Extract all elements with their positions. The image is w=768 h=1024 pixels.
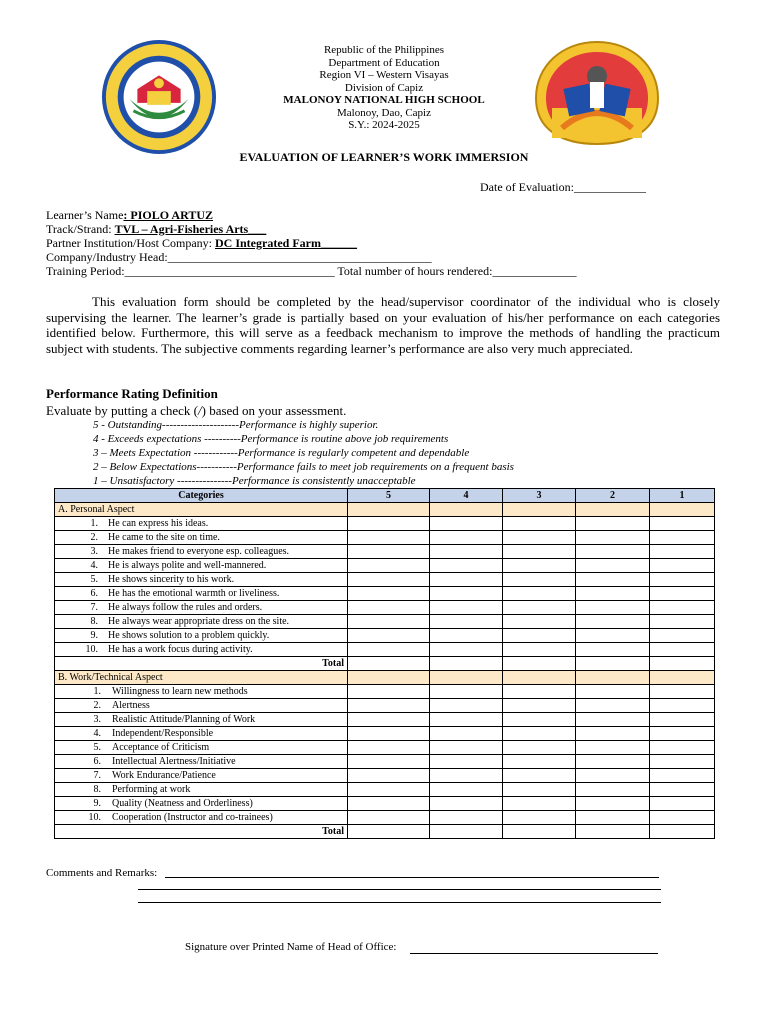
rating-checkbox-cell[interactable] xyxy=(576,559,650,573)
training-period-field[interactable]: Training Period:___________________________________ Total number of hours rendered:______________ xyxy=(46,264,577,278)
document-header xyxy=(234,44,534,132)
criterion-number: 10. xyxy=(85,644,98,655)
criterion-text: He came to the site on time. xyxy=(108,532,220,543)
partner-row: Partner Institution/Host Company: DC Integrated Farm______ xyxy=(46,236,357,250)
criterion-number: 9. xyxy=(93,798,101,809)
criterion-number: 2. xyxy=(90,532,98,543)
rating-checkbox-cell[interactable] xyxy=(576,545,650,559)
rating-checkbox-cell[interactable] xyxy=(348,517,430,531)
table-row xyxy=(55,797,715,811)
learner-name-row: Learner’s Name: PIOLO ARTUZ xyxy=(46,208,213,222)
section-rating-cell xyxy=(503,671,576,685)
rating-checkbox-cell[interactable] xyxy=(650,545,715,559)
criterion-number: 3. xyxy=(90,546,98,557)
section-rating-cell xyxy=(650,503,715,517)
rating-checkbox-cell[interactable] xyxy=(348,531,430,545)
rating-checkbox-cell[interactable] xyxy=(430,559,503,573)
criterion-number: 5. xyxy=(90,574,98,585)
school-name: MALONOY NATIONAL HIGH SCHOOL xyxy=(283,94,485,106)
rating-checkbox-cell[interactable] xyxy=(576,769,650,783)
rating-checkbox-cell[interactable] xyxy=(430,573,503,587)
criterion-text: Performing at work xyxy=(112,784,191,795)
header-5: 5 xyxy=(348,489,430,503)
section-title: B. Work/Technical Aspect xyxy=(55,671,348,685)
rating-checkbox-cell[interactable] xyxy=(576,713,650,727)
table-row xyxy=(55,615,715,629)
criterion-cell xyxy=(55,517,348,531)
rating-checkbox-cell[interactable] xyxy=(576,643,650,657)
comments-line-2[interactable] xyxy=(138,889,661,890)
signature-line[interactable] xyxy=(410,953,658,954)
rating-checkbox-cell[interactable] xyxy=(348,727,430,741)
header-line-division: Division of Capiz xyxy=(344,81,424,94)
rating-checkbox-cell[interactable] xyxy=(503,755,576,769)
rating-5: 5 - Outstanding---------------------Performance is highly superior. xyxy=(93,419,379,431)
track-strand-row: Track/Strand: TVL – Agri-Fisheries Arts___ xyxy=(46,222,267,236)
total-cell[interactable] xyxy=(430,657,503,671)
criterion-cell xyxy=(55,769,348,783)
criterion-number: 2. xyxy=(93,700,101,711)
criterion-cell xyxy=(55,629,348,643)
rating-checkbox-cell[interactable] xyxy=(348,769,430,783)
rating-checkbox-cell[interactable] xyxy=(576,783,650,797)
section-row xyxy=(55,671,715,685)
rating-1: 1 – Unsatisfactory ---------------Performance is consistently unacceptable xyxy=(93,475,416,487)
criterion-text: Acceptance of Criticism xyxy=(112,742,210,753)
rating-checkbox-cell[interactable] xyxy=(430,727,503,741)
track-strand-value[interactable]: TVL – Agri-Fisheries Arts___ xyxy=(114,222,267,236)
total-label: Total xyxy=(55,657,348,671)
rating-checkbox-cell[interactable] xyxy=(348,755,430,769)
rating-checkbox-cell[interactable] xyxy=(430,685,503,699)
rating-checkbox-cell[interactable] xyxy=(430,713,503,727)
rating-checkbox-cell[interactable] xyxy=(430,615,503,629)
criterion-cell xyxy=(55,573,348,587)
table-row xyxy=(55,741,715,755)
rating-checkbox-cell[interactable] xyxy=(348,615,430,629)
total-cell[interactable] xyxy=(348,657,430,671)
rating-checkbox-cell[interactable] xyxy=(430,741,503,755)
performance-instruction: Evaluate by putting a check (/) based on your assessment. xyxy=(46,403,347,418)
total-cell[interactable] xyxy=(576,825,650,839)
criterion-text: He has a work focus during activity. xyxy=(108,644,253,655)
rating-checkbox-cell[interactable] xyxy=(576,755,650,769)
criterion-cell xyxy=(55,531,348,545)
rating-checkbox-cell[interactable] xyxy=(430,783,503,797)
criterion-text: He always wear appropriate dress on the site. xyxy=(108,616,290,627)
total-row xyxy=(55,825,715,839)
school-year: S.Y.: 2024-2025 xyxy=(348,119,420,131)
criterion-text: He shows solution to a problem quickly. xyxy=(108,630,270,641)
rating-checkbox-cell[interactable] xyxy=(576,615,650,629)
rating-checkbox-cell[interactable] xyxy=(503,531,576,545)
rating-checkbox-cell[interactable] xyxy=(503,545,576,559)
rating-checkbox-cell[interactable] xyxy=(650,741,715,755)
rating-checkbox-cell[interactable] xyxy=(430,601,503,615)
rating-checkbox-cell[interactable] xyxy=(576,699,650,713)
section-rating-cell xyxy=(430,503,503,517)
header-line-republic: Republic of the Philippines xyxy=(323,44,445,56)
header-line-deped: Department of Education xyxy=(328,56,440,69)
section-rating-cell xyxy=(430,671,503,685)
learner-name-value[interactable]: : PIOLO ARTUZ xyxy=(123,208,213,222)
total-row xyxy=(55,657,715,671)
rating-checkbox-cell[interactable] xyxy=(348,601,430,615)
table-row xyxy=(55,685,715,699)
rating-checkbox-cell[interactable] xyxy=(503,727,576,741)
rating-checkbox-cell[interactable] xyxy=(503,685,576,699)
signature-label: Signature over Printed Name of Head of Office: xyxy=(185,941,397,953)
rating-checkbox-cell[interactable] xyxy=(503,797,576,811)
rating-checkbox-cell[interactable] xyxy=(650,783,715,797)
rating-checkbox-cell[interactable] xyxy=(650,601,715,615)
table-row xyxy=(55,643,715,657)
criterion-text: Work Endurance/Patience xyxy=(112,770,216,781)
criterion-number: 8. xyxy=(90,616,98,627)
header-1: 1 xyxy=(650,489,715,503)
performance-rating-title: Performance Rating Definition xyxy=(46,386,218,401)
criterion-number: 4. xyxy=(93,728,101,739)
criterion-cell xyxy=(55,559,348,573)
rating-checkbox-cell[interactable] xyxy=(430,531,503,545)
criterion-text: He shows sincerity to his work. xyxy=(108,574,235,585)
division-logo xyxy=(532,38,662,148)
criterion-cell xyxy=(55,755,348,769)
rating-checkbox-cell[interactable] xyxy=(503,643,576,657)
criterion-text: Alertness xyxy=(112,700,150,711)
table-row xyxy=(55,517,715,531)
rating-checkbox-cell[interactable] xyxy=(576,587,650,601)
rating-checkbox-cell[interactable] xyxy=(503,713,576,727)
partner-value[interactable]: DC Integrated Farm______ xyxy=(215,236,357,250)
criterion-cell xyxy=(55,797,348,811)
rating-definitions xyxy=(93,418,514,488)
table-row xyxy=(55,755,715,769)
rating-checkbox-cell[interactable] xyxy=(650,559,715,573)
rating-checkbox-cell[interactable] xyxy=(430,643,503,657)
criterion-text: Cooperation (Instructor and co-trainees) xyxy=(112,812,273,823)
rating-checkbox-cell[interactable] xyxy=(430,755,503,769)
criterion-cell xyxy=(55,643,348,657)
table-row xyxy=(55,559,715,573)
criterion-cell xyxy=(55,685,348,699)
criterion-text: Quality (Neatness and Orderliness) xyxy=(112,798,253,809)
criterion-text: Independent/Responsible xyxy=(112,728,214,739)
table-header-row xyxy=(55,489,715,503)
table-row xyxy=(55,783,715,797)
criterion-cell xyxy=(55,615,348,629)
criterion-text: Willingness to learn new methods xyxy=(112,686,248,697)
rating-checkbox-cell[interactable] xyxy=(650,643,715,657)
rating-checkbox-cell[interactable] xyxy=(348,797,430,811)
section-rating-cell xyxy=(348,671,430,685)
comments-line-3[interactable] xyxy=(138,902,661,903)
table-row xyxy=(55,713,715,727)
rating-checkbox-cell[interactable] xyxy=(503,573,576,587)
rating-3: 3 – Meets Expectation ------------Performance is regularly competent and dependable xyxy=(93,447,470,459)
section-row xyxy=(55,503,715,517)
rating-checkbox-cell[interactable] xyxy=(348,629,430,643)
header-3: 3 xyxy=(503,489,576,503)
total-cell[interactable] xyxy=(503,657,576,671)
table-row xyxy=(55,587,715,601)
criterion-number: 4. xyxy=(90,560,98,571)
rating-checkbox-cell[interactable] xyxy=(503,811,576,825)
rating-checkbox-cell[interactable] xyxy=(503,601,576,615)
rating-checkbox-cell[interactable] xyxy=(650,587,715,601)
total-cell[interactable] xyxy=(430,825,503,839)
table-row xyxy=(55,727,715,741)
rating-checkbox-cell[interactable] xyxy=(650,797,715,811)
header-4: 4 xyxy=(430,489,503,503)
rating-checkbox-cell[interactable] xyxy=(576,573,650,587)
criterion-text: He makes friend to everyone esp. colleagues. xyxy=(108,546,290,557)
criterion-number: 1. xyxy=(90,518,98,529)
criterion-cell xyxy=(55,713,348,727)
rating-checkbox-cell[interactable] xyxy=(348,545,430,559)
rating-2: 2 – Below Expectations-----------Performance fails to meet job requirements on a frequent basis xyxy=(93,461,514,473)
rating-checkbox-cell[interactable] xyxy=(576,811,650,825)
table-row xyxy=(55,699,715,713)
rating-checkbox-cell[interactable] xyxy=(650,699,715,713)
rating-checkbox-cell[interactable] xyxy=(503,587,576,601)
rating-checkbox-cell[interactable] xyxy=(348,783,430,797)
rating-checkbox-cell[interactable] xyxy=(650,615,715,629)
section-rating-cell xyxy=(348,503,430,517)
rating-checkbox-cell[interactable] xyxy=(503,615,576,629)
rating-checkbox-cell[interactable] xyxy=(650,811,715,825)
criterion-text: Intellectual Alertness/Initiative xyxy=(112,756,236,767)
rating-checkbox-cell[interactable] xyxy=(576,727,650,741)
criterion-text: He always follow the rules and orders. xyxy=(108,602,263,613)
rating-checkbox-cell[interactable] xyxy=(650,769,715,783)
rating-checkbox-cell[interactable] xyxy=(576,685,650,699)
rating-checkbox-cell[interactable] xyxy=(503,517,576,531)
school-address: Malonoy, Dao, Capiz xyxy=(337,106,431,119)
criterion-number: 10. xyxy=(88,812,101,823)
section-rating-cell xyxy=(576,671,650,685)
rating-checkbox-cell[interactable] xyxy=(348,643,430,657)
table-row xyxy=(55,573,715,587)
total-cell[interactable] xyxy=(503,825,576,839)
criterion-cell xyxy=(55,699,348,713)
criterion-number: 1. xyxy=(93,686,101,697)
rating-checkbox-cell[interactable] xyxy=(348,559,430,573)
rating-checkbox-cell[interactable] xyxy=(430,587,503,601)
criterion-cell xyxy=(55,741,348,755)
rating-checkbox-cell[interactable] xyxy=(650,713,715,727)
rating-checkbox-cell[interactable] xyxy=(348,685,430,699)
instructions-paragraph: This evaluation form should be completed by the head/supervisor coordinator of the individual who is closely supervising the learner. The learner’s grade is partially based on your evaluation of his/her performance on each categories identified below. Furthermore, this will serve as a feedback mechanism to improve the methods of handling the practicum subject with students. The subjective comments regarding learner’s performance are also very much appreciated. xyxy=(46,294,720,356)
section-rating-cell xyxy=(650,671,715,685)
criterion-cell xyxy=(55,587,348,601)
criterion-text: He is always polite and well-mannered. xyxy=(108,560,267,571)
rating-checkbox-cell[interactable] xyxy=(650,755,715,769)
criterion-number: 7. xyxy=(93,770,101,781)
rating-checkbox-cell[interactable] xyxy=(348,713,430,727)
rating-checkbox-cell[interactable] xyxy=(430,699,503,713)
rating-checkbox-cell[interactable] xyxy=(348,699,430,713)
rating-checkbox-cell[interactable] xyxy=(503,783,576,797)
criterion-text: He has the emotional warmth or liveliness. xyxy=(108,588,280,599)
criterion-number: 6. xyxy=(93,756,101,767)
table-row xyxy=(55,531,715,545)
section-rating-cell xyxy=(576,503,650,517)
rating-checkbox-cell[interactable] xyxy=(503,741,576,755)
total-label: Total xyxy=(55,825,348,839)
rating-checkbox-cell[interactable] xyxy=(348,741,430,755)
rating-checkbox-cell[interactable] xyxy=(650,727,715,741)
criterion-text: He can express his ideas. xyxy=(108,518,209,529)
criterion-number: 6. xyxy=(90,588,98,599)
section-title: A. Personal Aspect xyxy=(55,503,348,517)
total-cell[interactable] xyxy=(576,657,650,671)
learner-info xyxy=(46,208,576,278)
table-row xyxy=(55,601,715,615)
criterion-cell xyxy=(55,601,348,615)
rating-checkbox-cell[interactable] xyxy=(430,769,503,783)
rating-checkbox-cell[interactable] xyxy=(430,811,503,825)
rating-checkbox-cell[interactable] xyxy=(576,531,650,545)
table-row xyxy=(55,811,715,825)
rating-checkbox-cell[interactable] xyxy=(348,811,430,825)
criterion-number: 9. xyxy=(90,630,98,641)
rating-4: 4 - Exceeds expectations ----------Performance is routine above job requirements xyxy=(93,433,449,445)
rating-checkbox-cell[interactable] xyxy=(576,629,650,643)
rating-checkbox-cell[interactable] xyxy=(650,685,715,699)
rating-checkbox-cell[interactable] xyxy=(430,517,503,531)
total-cell[interactable] xyxy=(650,657,715,671)
rating-checkbox-cell[interactable] xyxy=(503,769,576,783)
rating-checkbox-cell[interactable] xyxy=(348,587,430,601)
header-categories: Categories xyxy=(55,489,348,503)
rating-checkbox-cell[interactable] xyxy=(348,573,430,587)
comments-line-1[interactable] xyxy=(165,877,659,878)
table-row xyxy=(55,629,715,643)
header-2: 2 xyxy=(576,489,650,503)
table-row xyxy=(55,769,715,783)
criterion-number: 5. xyxy=(93,742,101,753)
company-head-field[interactable]: Company/Industry Head:____________________________________________ xyxy=(46,250,432,264)
date-of-evaluation-field[interactable]: Date of Evaluation:____________ xyxy=(480,180,646,194)
criterion-cell xyxy=(55,727,348,741)
evaluation-table xyxy=(54,488,715,839)
rating-checkbox-cell[interactable] xyxy=(503,629,576,643)
rating-checkbox-cell[interactable] xyxy=(576,741,650,755)
rating-checkbox-cell[interactable] xyxy=(650,573,715,587)
criterion-number: 7. xyxy=(90,602,98,613)
criterion-number: 8. xyxy=(93,784,101,795)
rating-checkbox-cell[interactable] xyxy=(503,559,576,573)
rating-checkbox-cell[interactable] xyxy=(576,601,650,615)
section-rating-cell xyxy=(503,503,576,517)
rating-checkbox-cell[interactable] xyxy=(576,797,650,811)
rating-checkbox-cell[interactable] xyxy=(430,545,503,559)
criterion-cell xyxy=(55,783,348,797)
total-cell[interactable] xyxy=(348,825,430,839)
rating-checkbox-cell[interactable] xyxy=(503,699,576,713)
rating-checkbox-cell[interactable] xyxy=(650,531,715,545)
school-seal-logo xyxy=(100,38,218,156)
comments-label: Comments and Remarks: xyxy=(46,867,158,879)
header-line-region: Region VI – Western Visayas xyxy=(319,69,449,81)
rating-checkbox-cell[interactable] xyxy=(430,629,503,643)
rating-checkbox-cell[interactable] xyxy=(576,517,650,531)
criterion-cell xyxy=(55,811,348,825)
rating-checkbox-cell[interactable] xyxy=(650,629,715,643)
rating-checkbox-cell[interactable] xyxy=(430,797,503,811)
criterion-cell xyxy=(55,545,348,559)
table-row xyxy=(55,545,715,559)
criterion-text: Realistic Attitude/Planning of Work xyxy=(112,714,256,725)
total-cell[interactable] xyxy=(650,825,715,839)
form-title: EVALUATION OF LEARNER’S WORK IMMERSION xyxy=(239,150,529,164)
criterion-number: 3. xyxy=(93,714,101,725)
rating-checkbox-cell[interactable] xyxy=(650,517,715,531)
